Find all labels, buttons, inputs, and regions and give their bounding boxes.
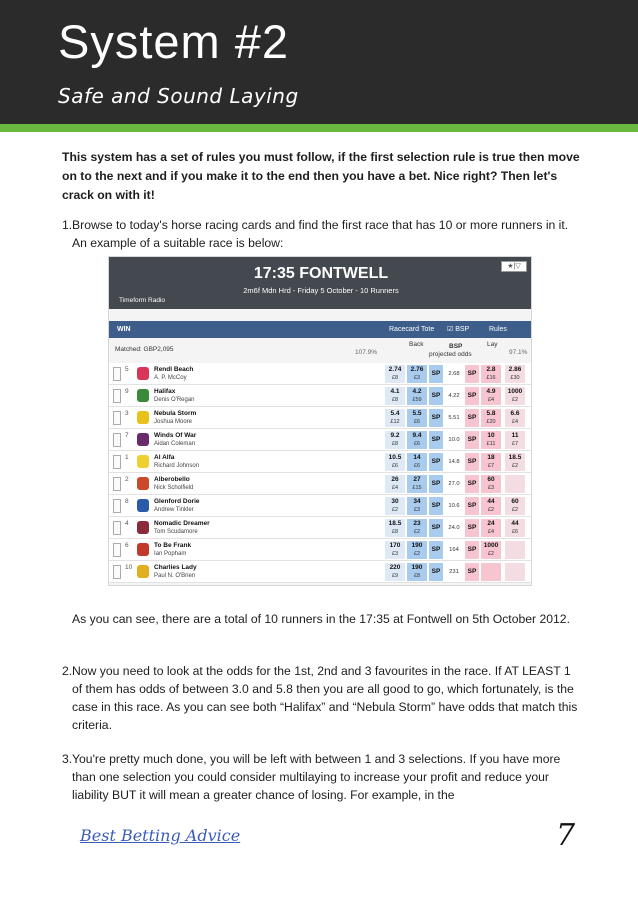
step-text: Now you need to look at the odds for the 1st, 2nd and 3 favourites in the race. If AT LEAST 1 of them has odds of between 3.0 and 5.8 then you are all good to go, which fortunately, is the case in this race. As you can see both “Halifax” and “Nebula Storm” have odds that match this criteria. bbox=[72, 664, 578, 732]
horse-name: Rendl Beach bbox=[154, 366, 194, 373]
lay-sp-button[interactable]: SP bbox=[465, 453, 479, 471]
market-name: WIN bbox=[117, 326, 131, 333]
jockey-name: Aidan Coleman bbox=[154, 441, 196, 447]
bsp-projected-value: 4.22 bbox=[448, 393, 460, 399]
racecard-link: Racecard bbox=[389, 326, 419, 333]
back-price-cell[interactable]: 5.4 £12 bbox=[385, 409, 405, 427]
best-lay-price-cell[interactable]: 5.8 £20 bbox=[481, 409, 501, 427]
form-icon[interactable] bbox=[113, 389, 121, 403]
jockey-name: Nick Scholfield bbox=[154, 485, 194, 491]
page-title: System #2 bbox=[58, 15, 290, 68]
form-icon[interactable] bbox=[113, 455, 121, 469]
runner-row bbox=[109, 495, 532, 517]
horse-name: Glenford Dorie bbox=[154, 498, 200, 505]
back-price-cell[interactable]: 170 £3 bbox=[385, 541, 405, 559]
step-number: 1. bbox=[62, 218, 73, 232]
back-price-cell[interactable]: 10.5 £6 bbox=[385, 453, 405, 471]
market-subheader bbox=[109, 340, 532, 362]
runner-row bbox=[109, 517, 532, 539]
jockey-name: A. P. McCoy bbox=[154, 375, 187, 381]
jockey-name: Andrew Tinkler bbox=[154, 507, 194, 513]
jockey-silk-icon bbox=[137, 411, 149, 424]
lay-sp-button[interactable]: SP bbox=[465, 409, 479, 427]
lay-price-cell[interactable]: 2.86 £30 bbox=[505, 365, 525, 383]
best-lay-price-cell[interactable]: 1000 £2 bbox=[481, 541, 501, 559]
lay-price-cell[interactable] bbox=[505, 563, 525, 581]
page-header bbox=[0, 0, 638, 128]
step-text: You're pretty much done, you will be left with between 1 and 3 selections. If you have more than one selection you could consider multilaying to increase your profit and reduce your liability BUT it will mean a greater chance of losing. For example, in the bbox=[72, 752, 561, 802]
best-lay-price-cell[interactable]: 44 £2 bbox=[481, 497, 501, 515]
rules-link: Rules bbox=[489, 326, 507, 333]
runner-row bbox=[109, 539, 532, 561]
best-back-price-cell[interactable]: 2.76 £3 bbox=[407, 365, 427, 383]
lay-price-cell[interactable] bbox=[505, 541, 525, 559]
bsp-projected-value: 14.8 bbox=[448, 459, 460, 465]
jockey-name: Richard Johnson bbox=[154, 463, 200, 469]
runners-note: As you can see, there are a total of 10 runners in the 17:35 at Fontwell on 5th October 2012. bbox=[72, 612, 570, 626]
back-sp-button[interactable]: SP bbox=[429, 409, 443, 427]
best-back-price-cell[interactable]: 34 £3 bbox=[407, 497, 427, 515]
jockey-name: Tom Scudamore bbox=[154, 529, 198, 535]
lay-sp-button[interactable]: SP bbox=[465, 563, 479, 581]
back-percentage: 107.9% bbox=[355, 349, 378, 356]
horse-name: Nomadic Dreamer bbox=[154, 520, 210, 527]
form-icon[interactable] bbox=[113, 367, 121, 381]
runner-number: 1 bbox=[125, 454, 129, 461]
back-price-cell[interactable]: 18.5 £8 bbox=[385, 519, 405, 537]
best-lay-price-cell[interactable] bbox=[481, 563, 501, 581]
lay-sp-button[interactable]: SP bbox=[465, 519, 479, 537]
back-price-cell[interactable]: 30 £2 bbox=[385, 497, 405, 515]
runner-number: 9 bbox=[125, 388, 129, 395]
runner-number: 7 bbox=[125, 432, 129, 439]
back-label: Back bbox=[409, 341, 424, 348]
runner-number: 5 bbox=[125, 366, 129, 373]
runner-number: 2 bbox=[125, 476, 129, 483]
best-back-price-cell[interactable]: 9.4 £6 bbox=[407, 431, 427, 449]
lay-sp-button[interactable]: SP bbox=[465, 541, 479, 559]
form-icon[interactable] bbox=[113, 543, 121, 557]
lay-price-cell[interactable]: 6.6 £4 bbox=[505, 409, 525, 427]
runner-number: 4 bbox=[125, 520, 129, 527]
jockey-name: Ian Popham bbox=[154, 551, 187, 557]
back-sp-button[interactable]: SP bbox=[429, 519, 443, 537]
lay-sp-button[interactable]: SP bbox=[465, 387, 479, 405]
runner-number: 3 bbox=[125, 410, 129, 417]
back-sp-button[interactable]: SP bbox=[429, 431, 443, 449]
back-price-cell[interactable]: 2.74 £8 bbox=[385, 365, 405, 383]
runner-row bbox=[109, 385, 532, 407]
back-sp-button[interactable]: SP bbox=[429, 497, 443, 515]
back-price-cell[interactable]: 220 £9 bbox=[385, 563, 405, 581]
lay-label: Lay bbox=[487, 341, 498, 348]
runner-number: 8 bbox=[125, 498, 129, 505]
bsp-toggle: ☑ BSP bbox=[447, 326, 470, 333]
lay-sp-button[interactable]: SP bbox=[465, 497, 479, 515]
favourite-star-icon: ★|▽ bbox=[501, 261, 527, 272]
matched-amount: Matched: GBP2,095 bbox=[115, 346, 174, 353]
back-sp-button[interactable]: SP bbox=[429, 453, 443, 471]
bsp-label: BSP bbox=[449, 343, 463, 350]
market-bar bbox=[109, 321, 532, 338]
best-back-price-cell[interactable]: 190 £2 bbox=[407, 541, 427, 559]
jockey-silk-icon bbox=[137, 389, 149, 402]
lay-price-cell[interactable]: 60 £2 bbox=[505, 497, 525, 515]
back-price-cell[interactable]: 26 £4 bbox=[385, 475, 405, 493]
jockey-silk-icon bbox=[137, 499, 149, 512]
best-lay-price-cell[interactable]: 24 £4 bbox=[481, 519, 501, 537]
bsp-projected-value: 5.51 bbox=[448, 415, 460, 421]
lay-sp-button[interactable]: SP bbox=[465, 475, 479, 493]
header-accent-stripe bbox=[0, 124, 638, 132]
form-icon[interactable] bbox=[113, 433, 121, 447]
best-back-price-cell[interactable]: 27 £15 bbox=[407, 475, 427, 493]
best-lay-price-cell[interactable]: 10 £11 bbox=[481, 431, 501, 449]
jockey-silk-icon bbox=[137, 367, 149, 380]
best-lay-price-cell[interactable]: 4.9 £4 bbox=[481, 387, 501, 405]
step-3 bbox=[62, 750, 582, 804]
best-back-price-cell[interactable]: 190 £8 bbox=[407, 563, 427, 581]
lay-price-cell[interactable]: 18.5 £2 bbox=[505, 453, 525, 471]
horse-name: Alberobello bbox=[154, 476, 190, 483]
footer-brand-link[interactable]: Best Betting Advice bbox=[80, 826, 241, 845]
jockey-silk-icon bbox=[137, 433, 149, 446]
best-back-price-cell[interactable]: 5.5 £6 bbox=[407, 409, 427, 427]
page-subtitle: Safe and Sound Laying bbox=[58, 84, 299, 108]
runner-row bbox=[109, 407, 532, 429]
horse-name: Winds Of War bbox=[154, 432, 197, 439]
runner-number: 6 bbox=[125, 542, 129, 549]
best-back-price-cell[interactable]: 4.2 £59 bbox=[407, 387, 427, 405]
back-price-cell[interactable]: 4.1 £8 bbox=[385, 387, 405, 405]
back-sp-button[interactable]: SP bbox=[429, 365, 443, 383]
bsp-projected-value: 24.0 bbox=[448, 525, 460, 531]
horse-name: Halifax bbox=[154, 388, 176, 395]
step-number: 3. bbox=[62, 752, 73, 766]
lay-percentage: 97.1% bbox=[509, 349, 528, 356]
horse-name: Nebula Storm bbox=[154, 410, 197, 417]
jockey-silk-icon bbox=[137, 477, 149, 490]
page-number: 7 bbox=[556, 818, 576, 853]
bsp-projected-value: 231 bbox=[449, 569, 459, 575]
tote-link: Tote bbox=[421, 326, 435, 333]
jockey-silk-icon bbox=[137, 565, 149, 578]
step-1 bbox=[62, 216, 582, 252]
runner-row bbox=[109, 561, 532, 583]
best-back-price-cell[interactable]: 14 £6 bbox=[407, 453, 427, 471]
jockey-silk-icon bbox=[137, 455, 149, 468]
runner-row bbox=[109, 363, 532, 385]
lay-price-cell[interactable]: 1000 £2 bbox=[505, 387, 525, 405]
jockey-silk-icon bbox=[137, 521, 149, 534]
bsp-projected-value: 164 bbox=[449, 547, 459, 553]
best-lay-price-cell[interactable]: 18 £7 bbox=[481, 453, 501, 471]
horse-name: To Be Frank bbox=[154, 542, 192, 549]
form-icon[interactable] bbox=[113, 499, 121, 513]
form-icon[interactable] bbox=[113, 477, 121, 491]
lay-sp-button[interactable]: SP bbox=[465, 431, 479, 449]
jockey-name: Joshua Moore bbox=[154, 419, 193, 425]
lay-sp-button[interactable]: SP bbox=[465, 365, 479, 383]
lay-price-cell[interactable] bbox=[505, 475, 525, 493]
back-sp-button[interactable]: SP bbox=[429, 541, 443, 559]
back-sp-button[interactable]: SP bbox=[429, 475, 443, 493]
back-price-cell[interactable]: 9.2 £8 bbox=[385, 431, 405, 449]
jockey-name: Paul N. O'Brien bbox=[154, 573, 196, 579]
intro-paragraph: This system has a set of rules you must follow, if the first selection rule is true then move on to the next and if you make it to the end then you have a bet. Nice right? Then let's crack on with it! bbox=[62, 150, 580, 202]
bsp-projected-value: 10.6 bbox=[448, 503, 460, 509]
best-lay-price-cell[interactable]: 60 £3 bbox=[481, 475, 501, 493]
runner-row bbox=[109, 451, 532, 473]
bsp-projected-label: projected odds bbox=[429, 351, 472, 358]
race-banner bbox=[109, 257, 532, 309]
runner-row bbox=[109, 429, 532, 451]
form-icon[interactable] bbox=[113, 411, 121, 425]
timeform-radio-link: Timeform Radio bbox=[119, 297, 165, 304]
runner-row bbox=[109, 473, 532, 495]
back-sp-button[interactable]: SP bbox=[429, 563, 443, 581]
jockey-name: Denis O'Regan bbox=[154, 397, 195, 403]
step-number: 2. bbox=[62, 664, 73, 678]
jockey-silk-icon bbox=[137, 543, 149, 556]
lay-price-cell[interactable]: 44 £6 bbox=[505, 519, 525, 537]
bsp-projected-value: 2.68 bbox=[448, 371, 460, 377]
form-icon[interactable] bbox=[113, 521, 121, 535]
race-title: 17:35 FONTWELL bbox=[253, 265, 389, 282]
bsp-projected-value: 27.0 bbox=[448, 481, 460, 487]
runner-number: 10 bbox=[125, 564, 133, 571]
lay-price-cell[interactable]: 11 £7 bbox=[505, 431, 525, 449]
step-text: Browse to today's horse racing cards and find the first race that has 10 or more runners in it. An example of a suitable race is below: bbox=[72, 218, 569, 250]
back-sp-button[interactable]: SP bbox=[429, 387, 443, 405]
best-lay-price-cell[interactable]: 2.8 £16 bbox=[481, 365, 501, 383]
horse-name: Al Alfa bbox=[154, 454, 175, 461]
form-icon[interactable] bbox=[113, 565, 121, 579]
race-screenshot bbox=[108, 256, 532, 586]
horse-name: Charlies Lady bbox=[154, 564, 197, 571]
best-back-price-cell[interactable]: 23 £2 bbox=[407, 519, 427, 537]
race-info: 2m6f Mdn Hrd - Friday 5 October - 10 Runners bbox=[243, 286, 399, 295]
bsp-projected-value: 10.0 bbox=[448, 437, 460, 443]
step-2 bbox=[62, 662, 582, 734]
